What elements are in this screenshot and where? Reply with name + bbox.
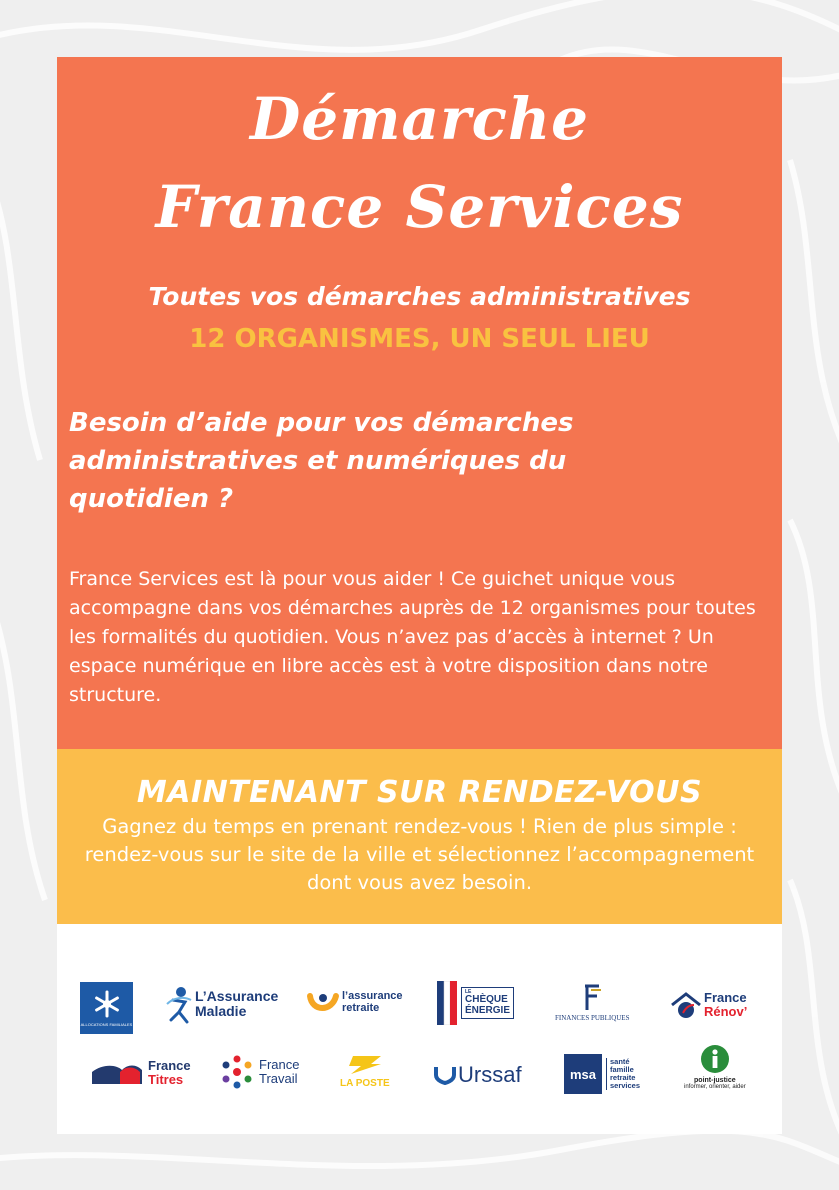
france-titres-line1: France <box>148 1058 191 1073</box>
la-poste-label: LA POSTE <box>340 1078 390 1089</box>
snowflake-icon <box>92 989 122 1019</box>
finances-label: FINANCES PUBLIQUES <box>555 1014 630 1022</box>
point-justice-slogan: informer, orienter, aider <box>684 1084 746 1090</box>
poste-bird-icon <box>347 1054 383 1076</box>
point-justice-name: point-justice <box>694 1077 736 1084</box>
msa-line3: retraite <box>610 1073 636 1082</box>
france-renov-line2: Rénov’ <box>704 1004 748 1019</box>
assurance-maladie-line1: L’Assurance <box>195 988 279 1005</box>
title-line-1: Démarche <box>249 85 590 153</box>
partner-logos <box>57 924 782 1134</box>
msa-line1: santé <box>610 1057 630 1067</box>
runner-icon <box>165 984 193 1024</box>
logo-finances-publiques <box>555 984 629 1022</box>
appointment-title: MAINTENANT SUR RENDEZ-VOUS <box>136 775 703 810</box>
msa-mark-text: msa <box>569 1066 597 1082</box>
poster <box>57 57 782 1134</box>
cheque-prefix: LE <box>465 988 472 995</box>
msa-mark <box>564 1054 602 1094</box>
france-travail-line2: Travail <box>259 1071 298 1086</box>
titres-wave-icon <box>90 1060 144 1086</box>
intro-paragraph: France Services est là pour vous aider ! Ce guichet unique vous accompagne dans vos démarches auprès de 12 organismes pour toutes les formalités du quotidien. Vous n’avez pas d’accès à internet ? Un espace numérique en libre accès est à votre disposition dans notre structure. <box>69 568 756 706</box>
france-renov-line1: France <box>704 990 747 1006</box>
logo-france-travail <box>219 1054 299 1090</box>
msa-line4: services <box>610 1080 641 1090</box>
dots-cluster-icon <box>219 1054 255 1090</box>
assurance-retraite-line1: l’assurance <box>342 990 403 1003</box>
france-travail-line1: France <box>259 1057 300 1073</box>
cheque-line1: CHÈQUE <box>465 994 508 1006</box>
urssaf-label: Urssaf <box>458 1062 522 1087</box>
poster-title <box>57 75 782 251</box>
logo-la-poste <box>340 1054 390 1089</box>
caf-caption: ALLOCATIONS FAMILIALES <box>80 1022 133 1027</box>
france-titres-line2: Titres <box>148 1071 184 1087</box>
urssaf-mark-icon <box>434 1065 456 1085</box>
logo-msa <box>564 1054 640 1094</box>
retraite-swirl-icon <box>306 990 340 1016</box>
msa-line2: famille <box>610 1065 634 1075</box>
info-marker-icon <box>700 1044 730 1074</box>
logo-caf <box>80 982 133 1034</box>
question-heading: Besoin d’aide pour vos démarches administratives et numériques du quotidien ? <box>69 408 574 514</box>
logo-france-titres <box>90 1059 191 1086</box>
logo-assurance-maladie <box>165 984 278 1024</box>
logo-urssaf <box>434 1062 522 1088</box>
title-line-2: France Services <box>155 173 684 241</box>
appointment-section <box>57 749 782 924</box>
logo-cheque-energie <box>437 981 514 1025</box>
house-icon <box>670 991 702 1019</box>
appointment-text: Gagnez du temps en prenant rendez-vous ! Rien de plus simple : rendez-vous sur le site de la ville et sélectionnez l’accompagnement dont vous avez besoin. <box>84 815 755 894</box>
assurance-retraite-line2: retraite <box>342 1002 380 1014</box>
logo-france-renov <box>670 991 747 1019</box>
flag-icon <box>437 981 457 1025</box>
tagline: 12 ORGANISMES, UN SEUL LIEU <box>189 324 650 354</box>
assurance-maladie-line2: Maladie <box>195 1003 247 1019</box>
intro-section <box>57 57 782 749</box>
subtitle: Toutes vos démarches administratives <box>148 282 691 311</box>
cheque-line2: ÉNERGIE <box>465 1004 511 1016</box>
finances-mark-icon <box>581 984 603 1012</box>
logo-assurance-retraite <box>306 990 403 1016</box>
logo-point-justice <box>684 1044 746 1090</box>
